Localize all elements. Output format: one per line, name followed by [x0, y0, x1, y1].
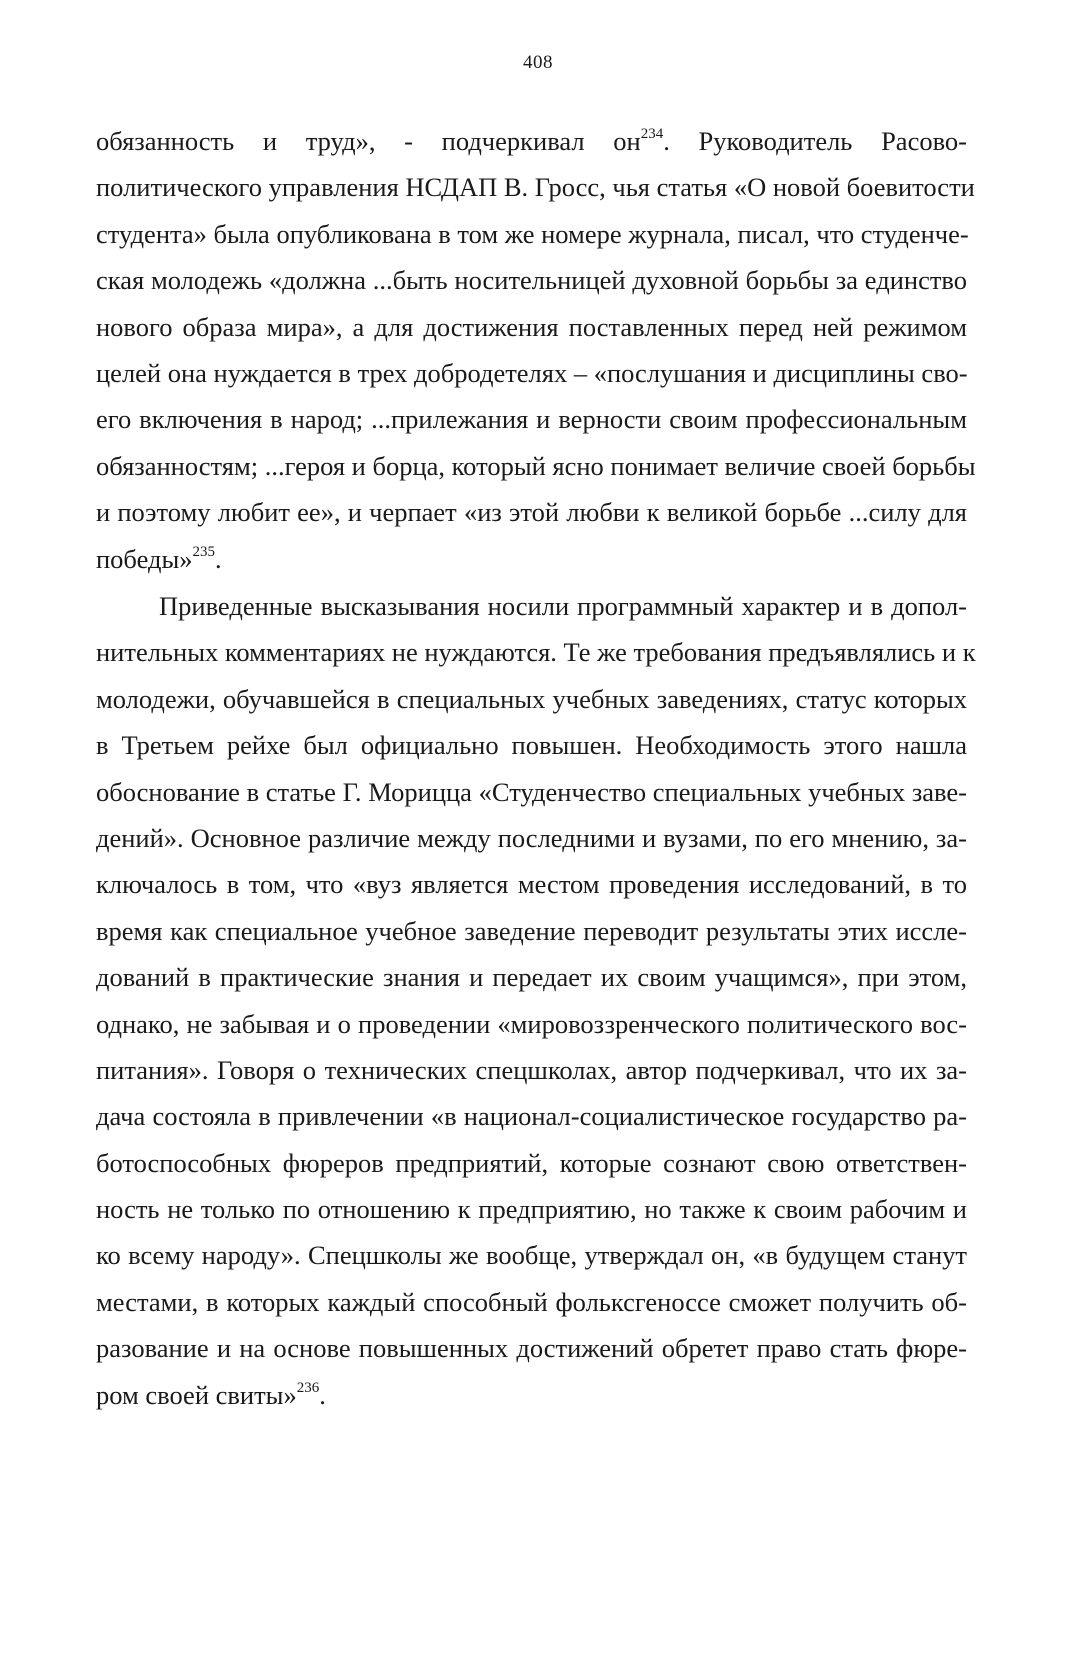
text-line: однако, не забывая и о проведении «мировоззренческого политического вос-: [96, 1008, 967, 1039]
text-line: целей она нуждается в трех добродетелях – «послушания и дисциплины сво-: [96, 357, 968, 388]
text-line: молодежи, обучавшейся в специальных учебных заведениях, статус которых: [96, 683, 967, 714]
footnote-ref-234: 234: [640, 126, 664, 142]
footnote-ref-235: 235: [192, 543, 216, 560]
text-line: время как специальное учебное заведение переводит результаты этих иссле-: [96, 915, 967, 946]
text-line: местами, в которых каждый способный фольксгеноссе сможет получить об-: [96, 1286, 967, 1317]
text-line: разование и на основе повышенных достижений обретет право стать фюре-: [96, 1333, 967, 1364]
text-line: ром своей свиты»$^{236}$.: [96, 1379, 326, 1410]
text-line: дений». Основное различие между последними и вузами, по его мнению, за-: [96, 822, 967, 853]
paragraph-2: [96, 583, 976, 1418]
text-line: ская молодежь «должна ...быть носительницей духовной борьбы за единство: [96, 265, 967, 296]
text-line: дований в практические знания и передает их своим учащимся», при этом,: [96, 962, 967, 993]
text-line: политического управления НСДАП В. Гросс, чья статья «О новой боевитости: [96, 172, 975, 203]
text-line: обязанность и труд», - подчеркивал $он^{234}$. Руководитель Расово-: [96, 126, 967, 156]
text-line: обоснование в статье Г. Морицца «Студенчество специальных учебных заве-: [96, 776, 967, 807]
text-line: ность не только по отношению к предприятию, но также к своим рабочим и: [96, 1194, 967, 1225]
text-line: нительных комментариях не нуждаются. Те же требования предъявлялись и к: [96, 637, 976, 668]
text-line: обязанностям; ...героя и борца, который ясно понимает величие своей борьбы: [96, 450, 976, 481]
text-line: дача состояла в привлечении «в национал-социалистическое государство ра-: [96, 1101, 967, 1132]
text-line: победы»$^{235}$.: [96, 543, 222, 574]
text-line: питания». Говоря о технических спецшколах, автор подчеркивал, что их за-: [96, 1054, 967, 1085]
text-line: ко всему народу». Спецшколы же вообще, утверждал он, «в будущем станут: [96, 1240, 967, 1271]
text-line: Приведенные высказывания носили программный характер и в допол-: [159, 591, 967, 621]
text-line: нового образа мира», а для достижения поставленных перед ней режимом: [96, 311, 967, 342]
page-number: 408: [523, 52, 553, 73]
text-line: в Третьем рейхе был официально повышен. Необходимость этого нашла: [96, 730, 967, 761]
footnote-ref-236: 236: [296, 1379, 320, 1396]
text-line: ключалось в том, что «вуз является местом проведения исследований, в то: [96, 869, 967, 900]
text-line: и поэтому любит ее», и черпает «из этой любви к великой борьбе ...силу для: [96, 497, 967, 528]
text-line: студента» была опубликована в том же номере журнала, писал, что студенче-: [96, 218, 969, 249]
text-line: его включения в народ; ...прилежания и верности своим профессиональным: [96, 404, 967, 435]
text-line: ботоспособных фюреров предприятий, которые сознают свою ответствен-: [96, 1147, 967, 1178]
paragraph-1: [96, 118, 976, 582]
